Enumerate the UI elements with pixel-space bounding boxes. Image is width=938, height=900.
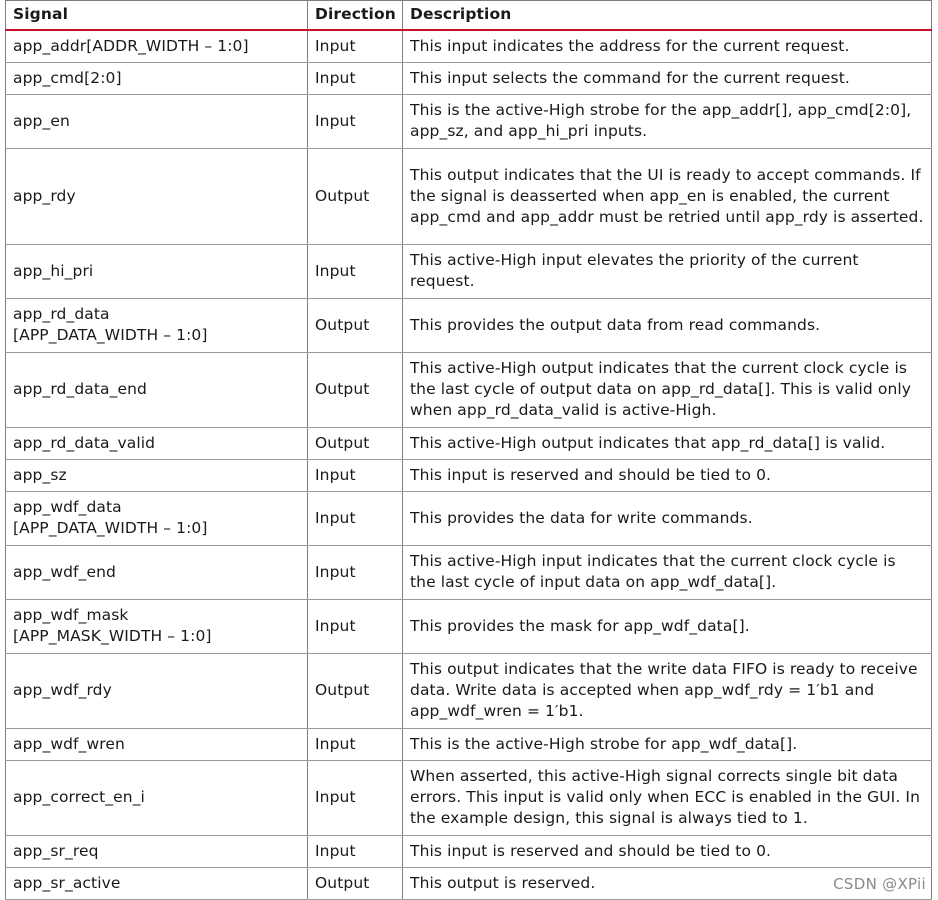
- description-cell: This output indicates that the write data FIFO is ready to receive data. Write data is accepted when app_wdf_rdy = 1′b1 and app_wdf_wren = 1′b1.: [403, 654, 932, 729]
- signal-cell: [6, 245, 308, 299]
- signal-name: app_rdy: [13, 186, 76, 205]
- direction-cell: Output: [308, 353, 403, 428]
- signal-cell: [6, 428, 308, 460]
- signal-cell: [6, 654, 308, 729]
- description-cell: This output is reserved.: [403, 868, 932, 900]
- direction-cell: Input: [308, 600, 403, 654]
- direction-cell: Input: [308, 245, 403, 299]
- direction-cell: Output: [308, 868, 403, 900]
- table-row: [6, 546, 932, 600]
- signal-name: app_wdf_end: [13, 562, 116, 581]
- signal-name: app_en: [13, 111, 70, 130]
- header-direction: Direction: [308, 1, 403, 31]
- direction-cell: Input: [308, 63, 403, 95]
- watermark: CSDN @XPii: [833, 875, 926, 893]
- signal-cell: [6, 600, 308, 654]
- direction-cell: Input: [308, 546, 403, 600]
- direction-cell: Output: [308, 654, 403, 729]
- description-cell: This input selects the command for the current request.: [403, 63, 932, 95]
- signal-name: app_correct_en_i: [13, 788, 145, 806]
- table-row: [6, 460, 932, 492]
- table-header: [6, 1, 932, 31]
- table-row: [6, 654, 932, 729]
- signal-table: [5, 0, 932, 900]
- signal-name: [APP_DATA_WIDTH – 1:0]: [13, 519, 208, 537]
- signal-name: app_rd_data_end: [13, 380, 147, 398]
- description-cell: This provides the output data from read commands.: [403, 299, 932, 353]
- header-description: Description: [403, 1, 932, 31]
- signal-cell: [6, 353, 308, 428]
- table-row: [6, 95, 932, 149]
- table-body: [6, 30, 932, 900]
- description-cell: This input is reserved and should be tied to 0.: [403, 460, 932, 492]
- table-row: [6, 30, 932, 63]
- signal-name: app_rd_data: [13, 305, 110, 323]
- description-cell: When asserted, this active-High signal corrects single bit data errors. This input is valid only when ECC is enabled in the GUI. In the example design, this signal is always tied to 1.: [403, 761, 932, 836]
- description-cell: This is the active-High strobe for the app_addr[], app_cmd[2:0], app_sz, and app_hi_pri inputs.: [403, 95, 932, 149]
- description-cell: This is the active-High strobe for app_wdf_data[].: [403, 729, 932, 761]
- table-row: [6, 428, 932, 460]
- table-row: [6, 63, 932, 95]
- signal-cell: [6, 460, 308, 492]
- signal-name: app_sz: [13, 465, 67, 484]
- signal-name: app_sr_req: [13, 841, 99, 860]
- header-row: [6, 1, 932, 31]
- table-row: [6, 353, 932, 428]
- signal-cell: [6, 546, 308, 600]
- header-signal: Signal: [6, 1, 308, 31]
- signal-cell: [6, 729, 308, 761]
- table-row: [6, 729, 932, 761]
- table-row: [6, 299, 932, 353]
- description-cell: This input is reserved and should be tied to 0.: [403, 836, 932, 868]
- signal-name: app_hi_pri: [13, 261, 94, 280]
- table-row: [6, 836, 932, 868]
- description-cell: This output indicates that the UI is ready to accept commands. If the signal is deasserted when app_en is enabled, the current app_cmd and app_addr must be retried until app_rdy is asserted.: [403, 149, 932, 245]
- table-row: [6, 492, 932, 546]
- signal-cell: [6, 30, 308, 63]
- description-cell: This active-High output indicates that the current clock cycle is the last cycle of output data on app_rd_data[]. This is valid only when app_rd_data_valid is active-High.: [403, 353, 932, 428]
- signal-cell: [6, 149, 308, 245]
- signal-name: app_cmd[2:0]: [13, 68, 122, 87]
- signal-name: app_wdf_wren: [13, 734, 125, 753]
- direction-cell: Input: [308, 729, 403, 761]
- description-cell: This active-High input indicates that the current clock cycle is the last cycle of input data on app_wdf_data[].: [403, 546, 932, 600]
- signal-name: app_addr[ADDR_WIDTH – 1:0]: [13, 36, 249, 55]
- direction-cell: Output: [308, 149, 403, 245]
- direction-cell: Input: [308, 30, 403, 63]
- signal-cell: [6, 63, 308, 95]
- direction-cell: Input: [308, 95, 403, 149]
- table-row: [6, 761, 932, 836]
- signal-cell: [6, 836, 308, 868]
- signal-name: app_rd_data_valid: [13, 433, 156, 452]
- direction-cell: Input: [308, 836, 403, 868]
- signal-cell: [6, 761, 308, 836]
- signal-cell: [6, 492, 308, 546]
- signal-cell: [6, 299, 308, 353]
- signal-cell: [6, 868, 308, 900]
- signal-name: [APP_MASK_WIDTH – 1:0]: [13, 627, 212, 645]
- signal-cell: [6, 95, 308, 149]
- direction-cell: Input: [308, 492, 403, 546]
- signal-name: app_sr_active: [13, 873, 121, 892]
- table-row: [6, 600, 932, 654]
- description-cell: This provides the data for write commands.: [403, 492, 932, 546]
- table-row: [6, 245, 932, 299]
- description-cell: This provides the mask for app_wdf_data[].: [403, 600, 932, 654]
- description-cell: This input indicates the address for the current request.: [403, 30, 932, 63]
- direction-cell: Input: [308, 460, 403, 492]
- signal-name: app_wdf_mask: [13, 606, 129, 624]
- signal-name: [APP_DATA_WIDTH – 1:0]: [13, 326, 208, 344]
- description-cell: This active-High input elevates the priority of the current request.: [403, 245, 932, 299]
- direction-cell: Output: [308, 428, 403, 460]
- table-row: [6, 149, 932, 245]
- direction-cell: Input: [308, 761, 403, 836]
- direction-cell: Output: [308, 299, 403, 353]
- signal-name: app_wdf_rdy: [13, 681, 112, 699]
- signal-name: app_wdf_data: [13, 498, 122, 516]
- table-row: [6, 868, 932, 900]
- description-cell: This active-High output indicates that app_rd_data[] is valid.: [403, 428, 932, 460]
